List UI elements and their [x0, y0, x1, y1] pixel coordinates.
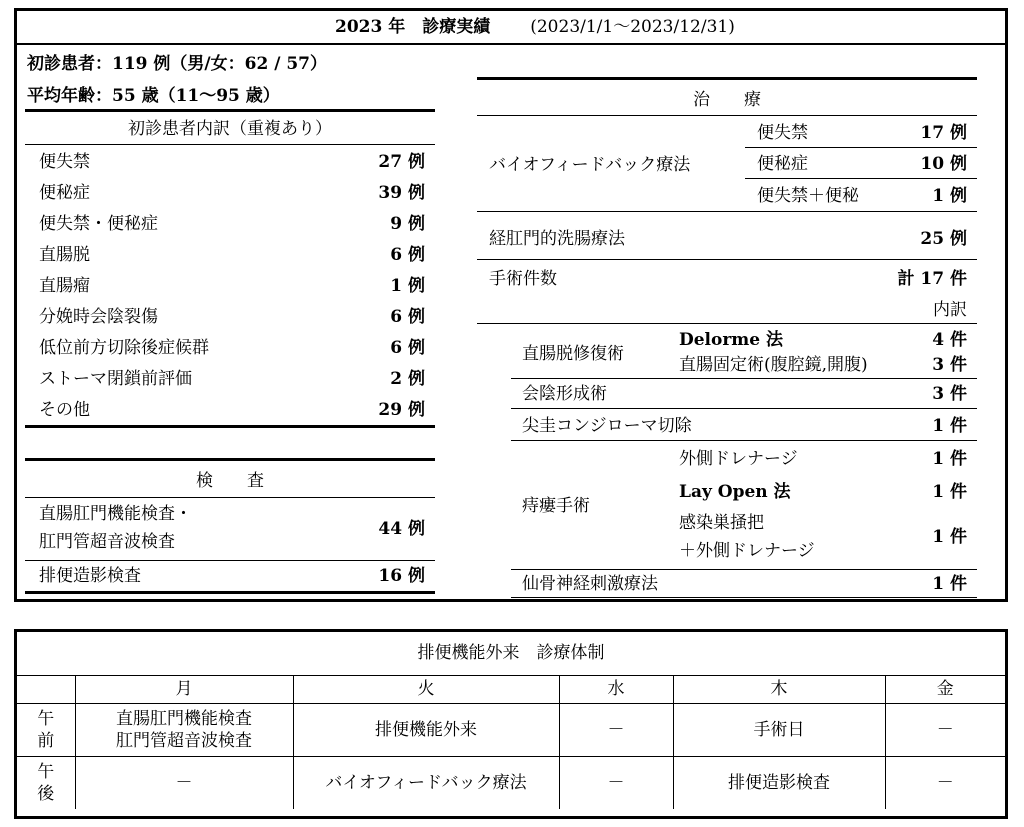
day-mon: 月 — [75, 676, 293, 704]
pm-fri: － — [885, 757, 1005, 809]
fistula-item-3-value: 1 件 — [932, 527, 967, 547]
day-fri: 金 — [885, 676, 1005, 704]
breakdown-item-value: 2 例 — [390, 369, 425, 389]
corner-cell — [17, 676, 75, 704]
biofeedback-label: バイオフィードバック療法 — [489, 155, 691, 175]
breakdown-item-value: 39 例 — [378, 183, 425, 203]
surgery-total: 計 17 件 — [897, 269, 967, 289]
fistula-item-1-label: 外側ドレナージ — [679, 449, 798, 469]
prolapse-item-1-value: 4 件 — [932, 330, 967, 350]
prolapse-item-2-label: 直腸固定術(腹腔鏡,開腹) — [679, 355, 868, 375]
condyloma-value: 1 件 — [932, 416, 967, 436]
breakdown-item-label: 便失禁 — [39, 152, 90, 172]
breakdown-item-value: 9 例 — [390, 214, 425, 234]
breakdown-item-label: 分娩時会陰裂傷 — [39, 307, 158, 327]
exam-item-value-1: 44 例 — [378, 519, 425, 539]
breakdown-item-value: 1 例 — [390, 276, 425, 296]
breakdown-item-value: 6 例 — [390, 245, 425, 265]
am-wed: － — [559, 704, 673, 757]
page-title: 2023 年 診療実績 (2023/1/1～2023/12/31) — [335, 17, 735, 37]
schedule-pm-row — [17, 757, 1005, 809]
perineal-label: 会陰形成術 — [522, 384, 607, 404]
am-mon: 直腸肛門機能検査 肛門管超音波検査 — [75, 704, 293, 757]
condyloma-label: 尖圭コンジローマ切除 — [522, 416, 692, 436]
day-thu: 木 — [673, 676, 885, 704]
pm-label: 午 後 — [17, 757, 75, 809]
fistula-label: 痔瘻手術 — [522, 496, 590, 516]
pm-thu: 排便造影検査 — [673, 757, 885, 809]
irrigation-value: 25 例 — [920, 229, 967, 249]
fistula-item-2-label: Lay Open 法 — [679, 482, 791, 502]
irrigation-label: 経肛門的洗腸療法 — [489, 229, 625, 249]
results-panel — [14, 8, 1008, 602]
period-range: (2023/1/1～2023/12/31) — [530, 17, 735, 37]
breakdown-item-value: 6 例 — [390, 338, 425, 358]
schedule-panel — [14, 629, 1008, 819]
new-patients-summary: 初診患者：119 例（男/女：62 / 57） — [27, 54, 327, 74]
am-label: 午 前 — [17, 704, 75, 757]
fistula-item-1-value: 1 件 — [932, 449, 967, 469]
pm-wed: － — [559, 757, 673, 809]
biofeedback-item-1-value: 17 例 — [920, 123, 967, 143]
biofeedback-item-2-label: 便秘症 — [757, 154, 808, 174]
perineal-value: 3 件 — [932, 384, 967, 404]
day-tue: 火 — [293, 676, 559, 704]
biofeedback-item-2-value: 10 例 — [920, 154, 967, 174]
am-tue: 排便機能外来 — [293, 704, 559, 757]
schedule-header-row — [17, 676, 1005, 704]
surgery-breakdown-label: 内訳 — [933, 300, 967, 320]
breakdown-item-value: 6 例 — [390, 307, 425, 327]
day-wed: 水 — [559, 676, 673, 704]
treatment-title: 治 療 — [693, 90, 761, 110]
surgery-count-label: 手術件数 — [489, 269, 557, 289]
biofeedback-item-3-label: 便失禁＋便秘 — [757, 186, 859, 206]
am-fri: － — [885, 704, 1005, 757]
breakdown-item-label: 低位前方切除後症候群 — [39, 338, 209, 358]
pm-tue: バイオフィードバック療法 — [293, 757, 559, 809]
prolapse-item-1-label: Delorme 法 — [679, 330, 784, 350]
fistula-item-3-label-b: ＋外側ドレナージ — [679, 541, 815, 561]
exam-item-label-2: 排便造影検査 — [39, 566, 141, 586]
sacral-label: 仙骨神経刺激療法 — [522, 574, 658, 594]
breakdown-item-label: その他 — [39, 400, 90, 420]
biofeedback-item-3-value: 1 例 — [932, 186, 967, 206]
schedule-title: 排便機能外来 診療体制 — [417, 643, 605, 663]
fistula-item-2-value: 1 件 — [932, 482, 967, 502]
prolapse-item-2-value: 3 件 — [932, 355, 967, 375]
breakdown-item-label: 直腸瘤 — [39, 276, 90, 296]
breakdown-item-label: 便失禁・便秘症 — [39, 214, 158, 234]
sacral-value: 1 件 — [932, 574, 967, 594]
pm-mon: － — [75, 757, 293, 809]
breakdown-item-label: ストーマ閉鎖前評価 — [39, 369, 192, 389]
breakdown-item-value: 27 例 — [378, 152, 425, 172]
exam-item-label-1a: 直腸肛門機能検査・ — [39, 504, 192, 524]
breakdown-item-label: 便秘症 — [39, 183, 90, 203]
breakdown-title: 初診患者内訳（重複あり） — [128, 119, 332, 139]
exam-item-value-2: 16 例 — [378, 566, 425, 586]
average-age-summary: 平均年齢：55 歳（11～95 歳） — [27, 86, 280, 106]
am-thu: 手術日 — [673, 704, 885, 757]
fistula-item-3-label-a: 感染巣掻把 — [679, 513, 764, 533]
breakdown-item-label: 直腸脱 — [39, 245, 90, 265]
breakdown-item-value: 29 例 — [378, 400, 425, 420]
exams-title: 検 査 — [196, 471, 264, 491]
biofeedback-item-1-label: 便失禁 — [757, 123, 808, 143]
schedule-table — [17, 675, 1005, 809]
schedule-am-row — [17, 704, 1005, 757]
exam-item-label-1b: 肛門管超音波検査 — [39, 532, 175, 552]
prolapse-repair-label: 直腸脱修復術 — [522, 344, 624, 364]
